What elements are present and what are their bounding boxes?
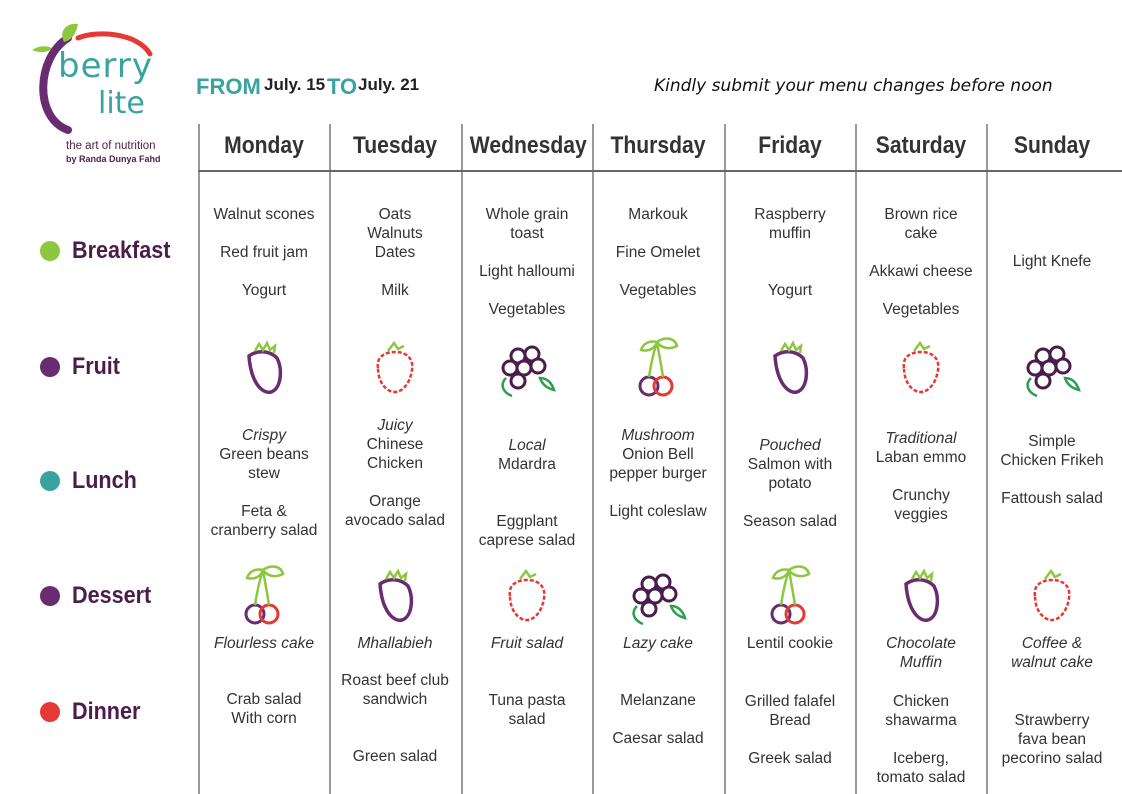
cell-spacer [462, 281, 592, 300]
day-header-wednesday: Wednesday [469, 132, 587, 159]
meal-dot-icon [40, 241, 60, 261]
to-date: July. 21 [358, 75, 420, 94]
header-divider [198, 170, 1122, 172]
cell-spacer [593, 262, 723, 281]
dinner-cell [725, 692, 855, 768]
lunch-cell [462, 436, 592, 550]
cell-line: With corn [231, 710, 297, 727]
plum-icon [229, 334, 299, 404]
dinner-cell [593, 691, 723, 748]
cell-line: Light coleslaw [609, 503, 707, 520]
breakfast-cell [987, 252, 1117, 271]
day-header-tuesday: Tuesday [352, 132, 438, 159]
dessert-cell [987, 634, 1117, 672]
cell-line: Light halloumi [479, 263, 575, 280]
cell-line: stew [248, 465, 280, 482]
cherry-icon [755, 562, 825, 632]
breakfast-cell [725, 205, 855, 300]
cell-line: Whole grain [485, 206, 569, 223]
cell-line: Iceberg, [892, 750, 949, 767]
cell-line: Strawberry [1014, 712, 1090, 729]
cell-line: Feta & [241, 503, 287, 520]
cell-line: Light Knefe [1012, 253, 1092, 270]
cell-line: Dates [374, 244, 416, 261]
cell-line: Coffee & [1021, 635, 1083, 652]
lunch-cell [987, 432, 1117, 508]
cell-line: Roast beef club [341, 672, 449, 689]
meal-label-lunch [40, 466, 144, 496]
blueberry-icon [492, 334, 562, 404]
cell-italic-line: Juicy [377, 417, 413, 434]
meal-dot-icon [40, 586, 60, 606]
dessert-cell [199, 634, 329, 653]
cell-line: Mdardra [498, 456, 556, 473]
cell-line: Chicken [367, 455, 423, 472]
cell-line: tomato salad [876, 769, 966, 786]
cell-spacer [330, 262, 460, 281]
cell-line: Fine Omelet [615, 244, 701, 261]
cell-line: Vegetables [488, 301, 566, 318]
cell-italic-line: Pouched [759, 437, 821, 454]
dessert-cell [593, 634, 723, 653]
cell-spacer [199, 224, 329, 243]
menu-change-note: Kindly submit your menu changes before noon [654, 76, 1053, 96]
cherry-icon [229, 562, 299, 632]
dinner-cell [199, 690, 329, 728]
cell-line: Laban emmo [875, 449, 967, 466]
lunch-cell [330, 416, 460, 530]
cell-spacer [725, 493, 855, 512]
cell-line: Brown rice [884, 206, 958, 223]
meal-dot-icon [40, 471, 60, 491]
breakfast-cell [462, 205, 592, 319]
cell-line: Chocolate [886, 635, 956, 652]
cell-line: Vegetables [619, 282, 697, 299]
cell-line: Salmon with [747, 456, 833, 473]
cell-italic-line: Traditional [885, 430, 957, 447]
breakfast-cell [330, 205, 460, 300]
to-label: TO [327, 74, 358, 99]
cell-line: Yogurt [767, 282, 813, 299]
cell-line: salad [508, 711, 546, 728]
cell-line: Red fruit jam [220, 244, 308, 261]
day-header-monday: Monday [224, 132, 304, 159]
cell-line: Flourless cake [214, 635, 314, 652]
cell-spacer [199, 483, 329, 502]
cell-line: Greek salad [748, 750, 832, 767]
cell-line: Melanzane [620, 692, 696, 709]
cell-spacer [593, 483, 723, 502]
breakfast-cell [593, 205, 723, 300]
dinner-cell [987, 711, 1117, 768]
cell-line: Crab salad [226, 691, 302, 708]
from-label: FROM [196, 74, 261, 99]
cell-line: Raspberry [754, 206, 826, 223]
cell-line: Orange [369, 493, 421, 510]
cell-spacer [199, 262, 329, 281]
cell-line: Caesar salad [612, 730, 704, 747]
raspberry-icon [360, 334, 430, 404]
plum-icon [755, 334, 825, 404]
logo-tagline: the art of nutrition [66, 140, 156, 152]
lunch-cell [725, 436, 855, 531]
meal-dot-icon [40, 702, 60, 722]
cell-spacer [593, 710, 723, 729]
cell-spacer [462, 474, 592, 493]
raspberry-icon [492, 562, 562, 632]
lunch-cell [199, 426, 329, 540]
cell-line: Grilled falafel [744, 693, 836, 710]
cell-line: Lazy cake [623, 635, 693, 652]
day-header-sunday: Sunday [1013, 132, 1091, 159]
cell-italic-line: Local [508, 437, 546, 454]
cell-line: Fattoush salad [1001, 490, 1103, 507]
cell-line: Muffin [899, 654, 943, 671]
cell-line: potato [768, 475, 812, 492]
meal-label-text: Lunch [72, 467, 137, 494]
cell-line: pepper burger [609, 465, 707, 482]
cell-spacer [856, 243, 986, 262]
cell-spacer [856, 730, 986, 749]
cell-line: walnut cake [1011, 654, 1093, 671]
dinner-cell [330, 671, 460, 766]
cell-line: Green beans [219, 446, 309, 463]
cell-spacer [330, 709, 460, 728]
plum-icon [886, 562, 956, 632]
cherry-icon [623, 334, 693, 404]
cell-line: Chinese [366, 436, 424, 453]
lunch-cell [856, 429, 986, 524]
cell-line: Oats [378, 206, 412, 223]
lunch-cell [593, 426, 723, 521]
cell-spacer [725, 243, 855, 262]
cell-line: sandwich [362, 691, 428, 708]
blueberry-icon [623, 562, 693, 632]
cell-line: toast [510, 225, 544, 242]
cell-line: Walnut scones [213, 206, 315, 223]
day-header-saturday: Saturday [875, 132, 967, 159]
cell-line: fava bean [1017, 731, 1087, 748]
raspberry-icon [886, 334, 956, 404]
cell-line: Markouk [628, 206, 688, 223]
meal-label-breakfast [40, 236, 181, 266]
day-header-thursday: Thursday [610, 132, 706, 159]
cell-line: Onion Bell [622, 446, 694, 463]
cell-spacer [462, 243, 592, 262]
meal-label-text: Dessert [72, 582, 152, 609]
cell-line: Simple [1028, 433, 1076, 450]
cell-line: Chicken Frikeh [1000, 452, 1104, 469]
cell-line: cranberry salad [210, 522, 318, 539]
cell-line: Akkawi cheese [869, 263, 973, 280]
meal-label-text: Fruit [72, 353, 120, 380]
cell-line: Season salad [743, 513, 837, 530]
meal-label-dinner [40, 697, 148, 727]
blueberry-icon [1017, 334, 1087, 404]
cell-line: avocado salad [345, 512, 445, 529]
cell-line: Green salad [352, 748, 438, 765]
cell-line: Chicken [893, 693, 949, 710]
dessert-cell [725, 634, 855, 653]
cell-line: pecorino salad [1001, 750, 1103, 767]
cell-line: Vegetables [882, 301, 960, 318]
logo-wordmark-lite: lite [98, 86, 145, 121]
cell-line: Walnuts [367, 225, 423, 242]
cell-line: Tuna pasta [488, 692, 566, 709]
cell-spacer [725, 730, 855, 749]
dessert-cell [330, 634, 460, 653]
meal-label-text: Breakfast [72, 237, 171, 264]
cell-line: caprese salad [478, 532, 576, 549]
cell-line: shawarma [885, 712, 957, 729]
cell-spacer [330, 728, 460, 747]
cell-line: Crunchy [892, 487, 950, 504]
logo-byline: by Randa Dunya Fahd [66, 154, 161, 164]
cell-line: muffin [769, 225, 811, 242]
cell-line: Yogurt [241, 282, 287, 299]
cell-line: Fruit salad [490, 635, 564, 652]
dinner-cell [462, 691, 592, 729]
dessert-cell [462, 634, 592, 653]
plum-icon [360, 562, 430, 632]
meal-label-text: Dinner [72, 698, 141, 725]
cell-spacer [856, 467, 986, 486]
cell-line: veggies [894, 506, 948, 523]
breakfast-cell [856, 205, 986, 319]
from-date: July. 15 [264, 75, 326, 94]
cell-spacer [593, 224, 723, 243]
cell-italic-line: Crispy [242, 427, 286, 444]
cell-line: Milk [381, 282, 409, 299]
meal-label-dessert [40, 581, 160, 611]
cell-line: Eggplant [496, 513, 558, 530]
cell-spacer [725, 262, 855, 281]
dessert-cell [856, 634, 986, 672]
day-header-friday: Friday [758, 132, 822, 159]
dinner-cell [856, 692, 986, 787]
meal-label-fruit [40, 352, 125, 382]
breakfast-cell [199, 205, 329, 300]
logo-wordmark-berry: berry [58, 46, 153, 86]
cell-line: cake [904, 225, 938, 242]
cell-spacer [462, 493, 592, 512]
cell-spacer [987, 470, 1117, 489]
meal-dot-icon [40, 357, 60, 377]
cell-line: Lentil cookie [746, 635, 834, 652]
raspberry-icon [1017, 562, 1087, 632]
cell-italic-line: Mushroom [621, 427, 695, 444]
cell-line: Bread [769, 712, 811, 729]
cell-line: Mhallabieh [357, 635, 433, 652]
cell-spacer [330, 473, 460, 492]
cell-spacer [856, 281, 986, 300]
